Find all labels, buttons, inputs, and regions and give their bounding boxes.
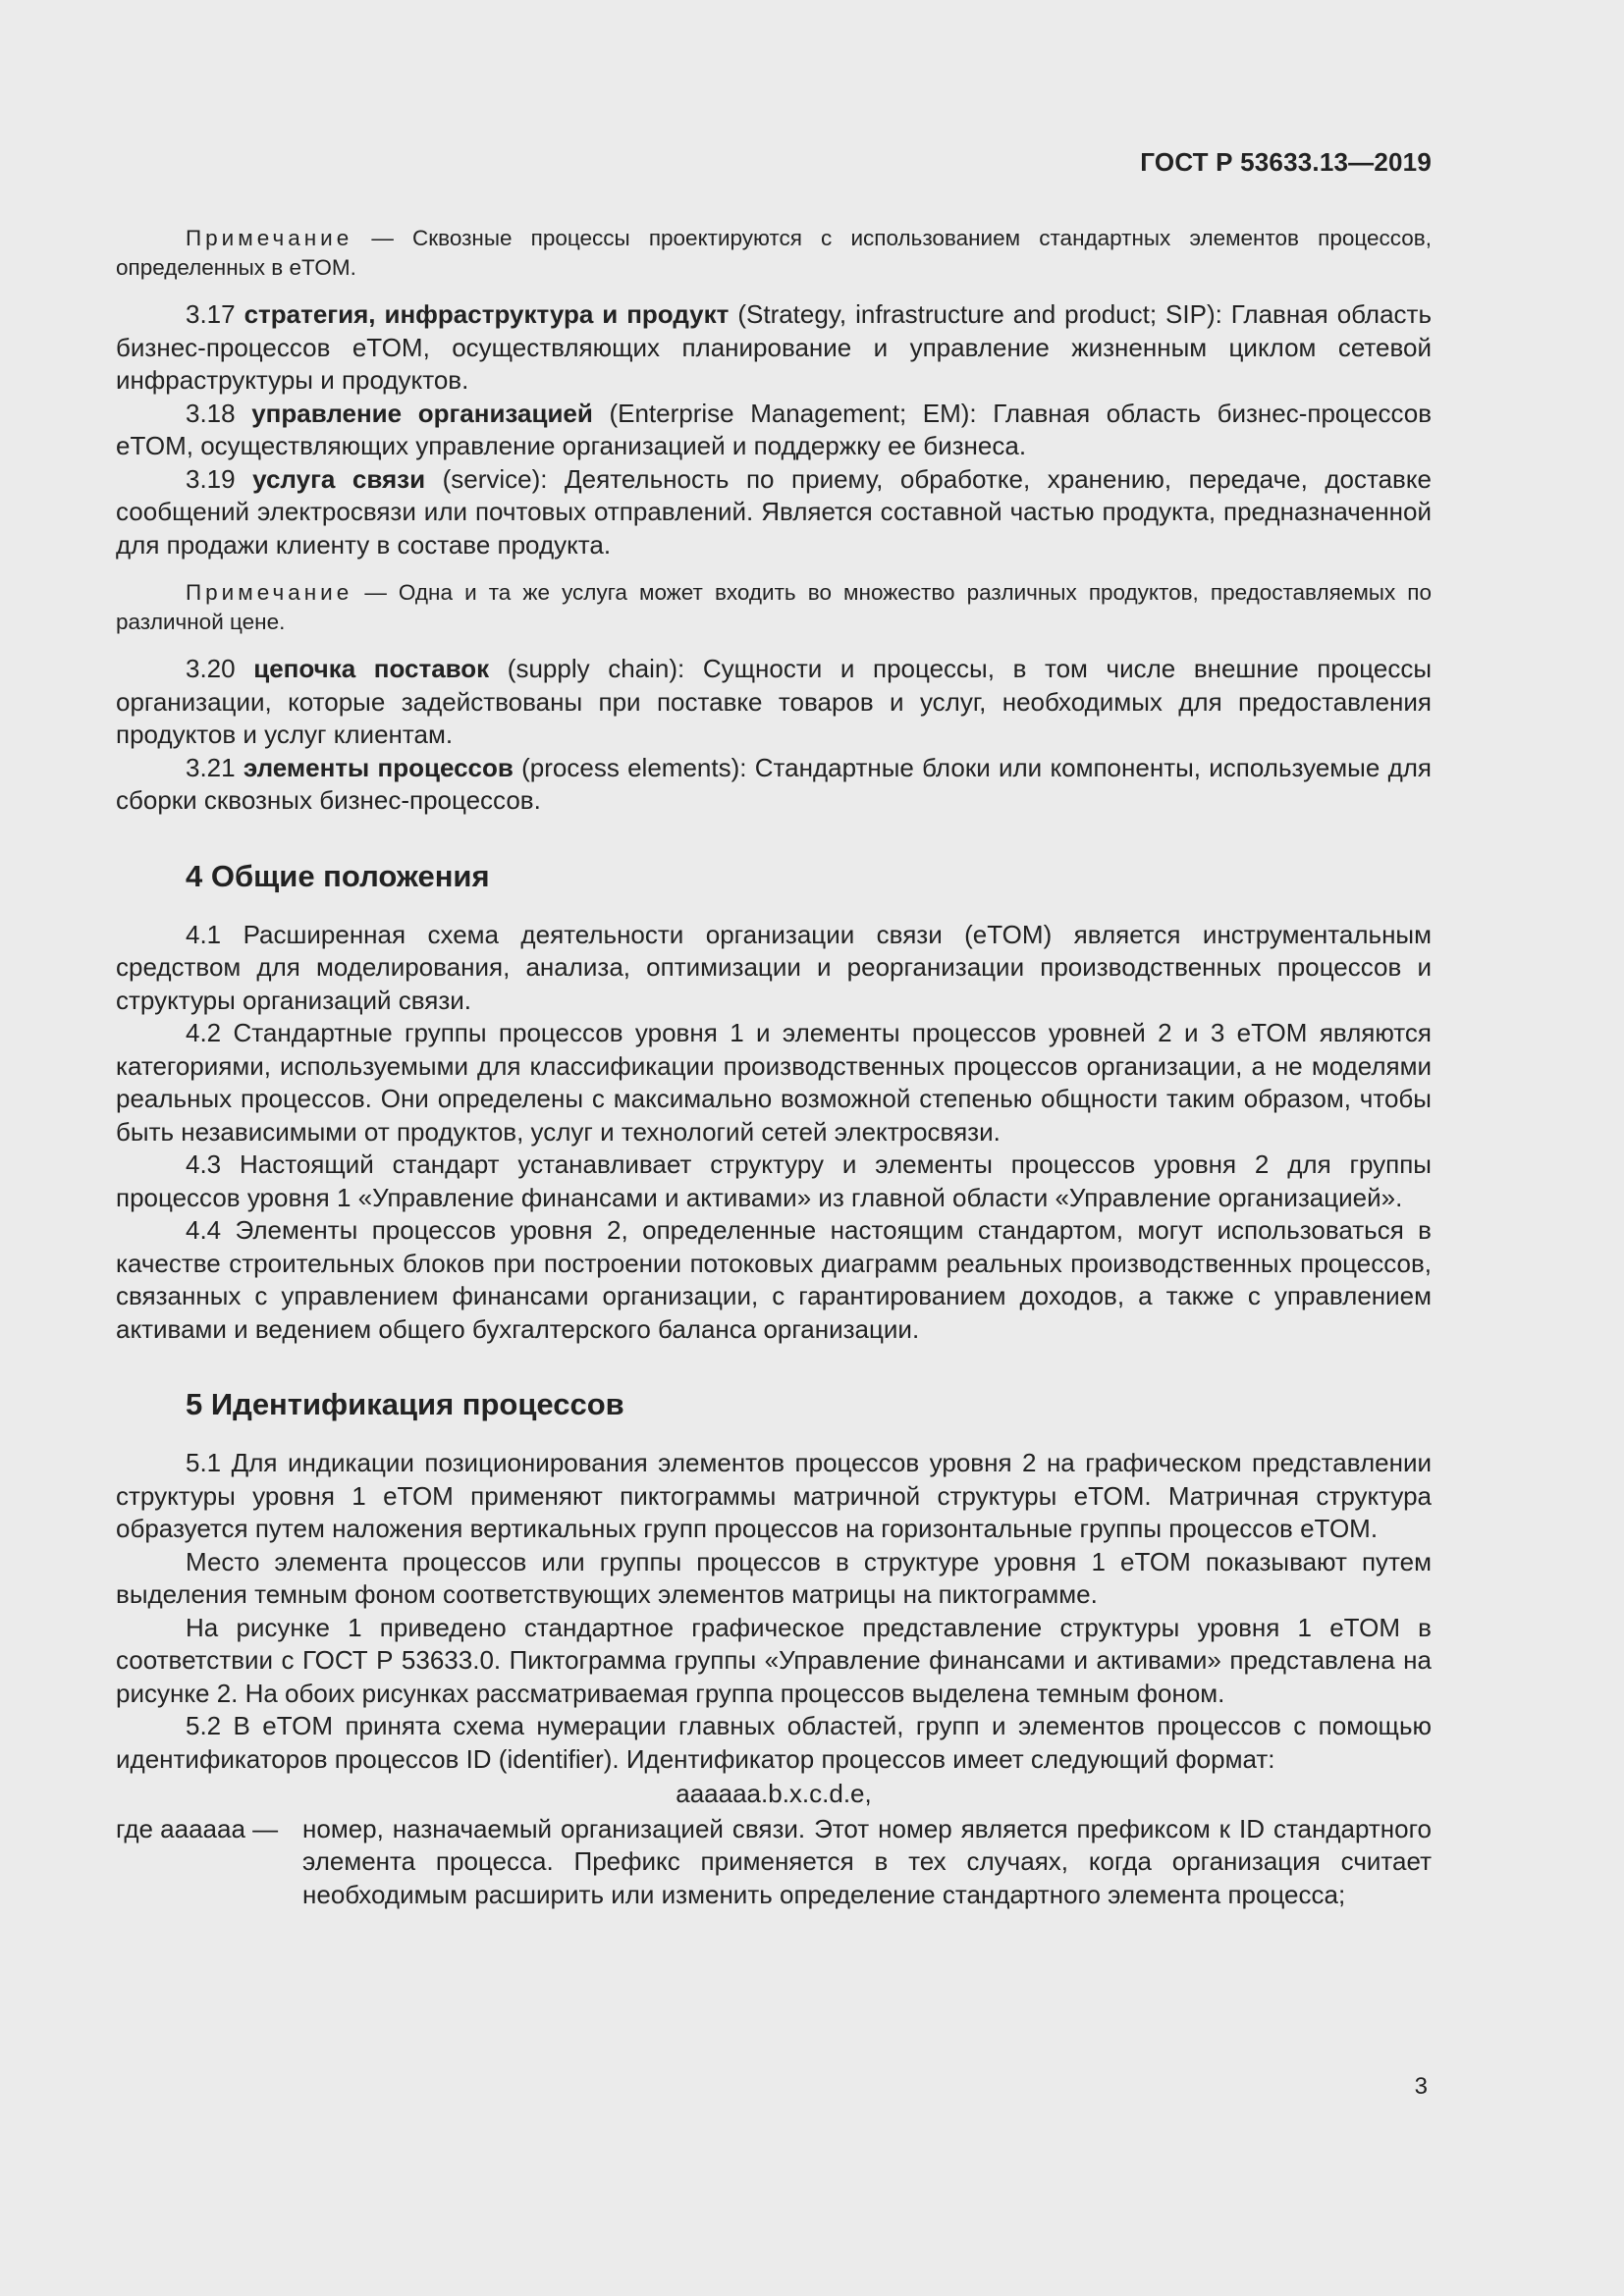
term-title: управление организацией [251,398,593,428]
paragraph-5-1-continued: Место элемента процессов или группы процессов в структуре уровня 1 eTOM показывают путем выделения темным фоном соответствующих элементов матрицы на пиктограмме. [116,1546,1432,1609]
where-clause [116,1813,1432,1912]
where-definition: номер, назначаемый организацией связи. Этот номер является префиксом к ID стандартного элемента процесса. Префикс применяется в тех случаях, когда организация считает необходимым расширить или изменить определение стандартного элемента процесса; [302,1813,1432,1909]
note-1 [116,224,1432,282]
page-content [116,0,1432,1911]
term-3-18 [116,398,1432,463]
term-number: 3.21 [186,752,244,782]
term-definition: (supply chain): Сущности и процессы, в том числе внешние процессы организации, которые задействованы при поставке товаров и услуг, необходимых для предоставления продуктов и услуг клиентам. [116,654,1433,749]
term-title: элементы процессов [243,752,514,782]
note-2 [116,578,1432,636]
term-3-21 [116,752,1432,818]
term-number: 3.18 [186,398,252,428]
paragraph-5-1-figures: На рисунке 1 приведено стандартное графическое представление структуры уровня 1 eTOM в соответствии с ГОСТ Р 53633.0. Пиктограмма группы «Управление финансами и активами» представлена на рисунке 2. На обоих рисунках рассматриваемая группа процессов выделена темным фоном. [116,1612,1432,1708]
term-3-19 [116,463,1432,562]
term-number: 3.17 [186,299,244,329]
note-text: — Одна и та же услуга может входить во множество различных продуктов, предоставляемых по различной цене. [116,580,1432,634]
term-title: услуга связи [252,463,426,494]
term-3-20 [116,653,1432,752]
term-3-17 [116,298,1432,398]
id-format: aaaaaa.b.x.c.d.e, [676,1779,872,1808]
term-definition: (process elements): Стандартные блоки или компоненты, используемые для сборки сквозных бизнес-процессов. [116,752,1433,815]
note-label: Примечание [186,580,353,605]
term-definition: (Enterprise Management; EM): Главная область бизнес-процессов eTOM, осуществляющих управление организацией и поддержку ее бизнеса. [116,398,1433,460]
term-title: стратегия, инфраструктура и продукт [244,299,730,329]
paragraph-4-3: 4.3 Настоящий стандарт устанавливает структуру и элементы процессов уровня 2 для группы процессов уровня 1 «Управление финансами и активами» из главной области «Управление организацией». [116,1149,1432,1212]
term-definition: (Strategy, infrastructure and product; SIP): Главная область бизнес-процессов eTOM, осуществляющих планирование и управление жизненным циклом сетевой инфраструктуры и продуктов. [116,299,1432,395]
paragraph-5-1: 5.1 Для индикации позиционирования элементов процессов уровня 2 на графическом представлении структуры уровня 1 eTOM применяют пиктограммы матричной структуры eTOM. Матричная структура образуется путем наложения вертикальных групп процессов на горизонтальные группы процессов eTOM. [116,1448,1432,1543]
term-definition: (service): Деятельность по приему, обработке, хранению, передаче, доставке сообщений электросвязи или почтовых отправлений. Является составной частью продукта, предназначенной для продажи клиенту в составе продукта. [116,463,1432,560]
paragraph-4-2: 4.2 Стандартные группы процессов уровня 1 и элементы процессов уровней 2 и 3 eTOM являются категориями, используемыми для классификации производственных процессов организации, а не моделями реальных процессов. Они определены с максимально возможной степенью общности таким образом, чтобы быть независимыми от продуктов, услуг и технологий сетей электросвязи. [116,1018,1432,1147]
document-header: ГОСТ Р 53633.13—2019 [1140,147,1432,177]
where-label: где aaaaaa — [116,1813,279,1843]
paragraph-4-1: 4.1 Расширенная схема деятельности организации связи (eTOM) является инструментальным средством для моделирования, анализа, оптимизации и реорганизации производственных процессов и структуры организаций связи. [116,919,1432,1015]
note-text: — Сквозные процессы проектируются с использованием стандартных элементов процессов, определенных в eTOM. [116,226,1432,280]
note-label: Примечание [186,226,353,250]
paragraph-4-4: 4.4 Элементы процессов уровня 2, определенные настоящим стандартом, могут использоваться в качестве строительных блоков при построении потоковых диаграмм реальных производственных процессов, связанных с управлением финансами организации, с гарантированием доходов, а также с управлением активами и ведением общего бухгалтерского баланса организации. [116,1215,1432,1344]
page-number: 3 [1414,2073,1428,2100]
term-number: 3.20 [186,654,254,683]
section-4-heading: 4 Общие положения [186,858,490,893]
term-number: 3.19 [186,463,253,494]
term-title: цепочка поставок [253,654,490,683]
section-5-heading: 5 Идентификация процессов [186,1387,624,1421]
paragraph-5-2: 5.2 В eTOM принята схема нумерации главных областей, групп и элементов процессов с помощью идентификаторов процессов ID (identifier). Идентификатор процессов имеет следующий формат: [116,1711,1432,1774]
